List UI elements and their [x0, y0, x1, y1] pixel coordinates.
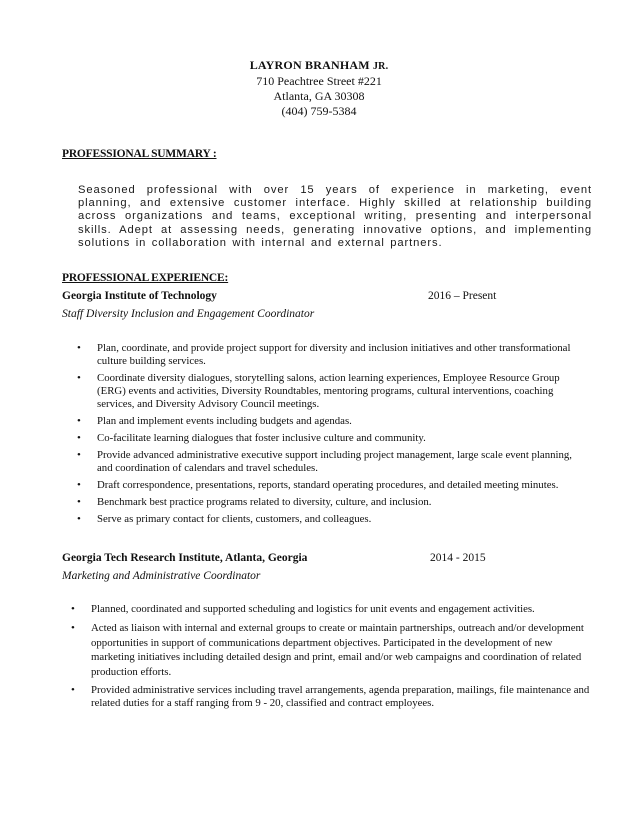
bullet-icon: •: [77, 415, 81, 427]
bullet-icon: •: [71, 603, 75, 615]
list-item: [77, 432, 587, 445]
list-item: [77, 479, 587, 492]
bullet-text: Provided administrative services including travel arrangements, agenda preparation, mailings, file maintenance and related duties for a staff ranging from 9 - 20, classified and contract employees.: [91, 684, 590, 709]
resume-header: [0, 58, 638, 119]
candidate-name: [0, 58, 638, 74]
phone-number: (404) 759-5384: [281, 104, 357, 118]
experience-heading: PROFESSIONAL EXPERIENCE:: [62, 272, 229, 284]
bullet-icon: •: [77, 372, 81, 384]
bullet-icon: •: [77, 449, 81, 461]
name-suffix: JR.: [372, 61, 389, 72]
summary-text: Seasoned professional with over 15 years of experience in marketing, event planning, and extensive customer interface. Highly skilled at relationship building across organizations and teams, exceptional writing, presenting and interpersonal skills. Adept at assessing needs, generating innovative options, and implementing solutions in collaboration with internal and external partners.: [78, 184, 592, 249]
bullet-icon: •: [71, 622, 75, 634]
job-bullet-list: [77, 342, 587, 526]
bullet-text: Provide advanced administrative executive support including project management, large scale event planning, and coordination of calendars and travel schedules.: [97, 449, 573, 474]
name-text: LAYRON BRANHAM: [249, 58, 370, 72]
job-bullet-list: [71, 603, 591, 710]
bullet-text: Acted as liaison with internal and external groups to create or maintain partnerships, outreach and/or development opportunities in support of communications department objectives. Participated in the development of new marketing initiatives including detailed design and print, email and/or web campaigns and coordination of related production efforts.: [91, 622, 584, 678]
list-item: [71, 621, 591, 679]
list-item: [77, 513, 587, 526]
bullet-icon: •: [77, 496, 81, 508]
bullet-icon: •: [77, 513, 81, 525]
list-item: [77, 496, 587, 509]
bullet-icon: •: [77, 479, 81, 491]
bullet-text: Coordinate diversity dialogues, storytelling salons, action learning experiences, Employee Resource Group (ERG) events and activities, Diversity Roundtables, mentoring programs, cultural interventions, coaching services, and Diversity Advisory Council meetings.: [97, 372, 560, 410]
job-title: Staff Diversity Inclusion and Engagement Coordinator: [62, 308, 315, 320]
list-item: [77, 342, 587, 368]
list-item: [77, 449, 587, 475]
bullet-text: Plan, coordinate, and provide project support for diversity and inclusion initiatives and other transformational culture building services.: [97, 342, 571, 367]
job-dates: 2016 – Present: [428, 290, 497, 302]
address-line-1: 710 Peachtree Street #221: [256, 74, 382, 88]
list-item: [71, 603, 591, 616]
bullet-text: Plan and implement events including budgets and agendas.: [97, 415, 352, 427]
job-organization: Georgia Tech Research Institute, Atlanta, Georgia: [62, 552, 308, 564]
job-dates: 2014 - 2015: [430, 552, 486, 564]
job-organization: Georgia Institute of Technology: [62, 290, 217, 302]
bullet-text: Draft correspondence, presentations, reports, standard operating procedures, and detailed meeting minutes.: [97, 479, 559, 491]
bullet-text: Co-facilitate learning dialogues that foster inclusive culture and community.: [97, 432, 426, 444]
bullet-text: Benchmark best practice programs related to diversity, culture, and inclusion.: [97, 496, 432, 508]
list-item: [71, 684, 591, 710]
address-line-2: Atlanta, GA 30308: [273, 89, 365, 103]
bullet-icon: •: [77, 342, 81, 354]
bullet-text: Planned, coordinated and supported scheduling and logistics for unit events and engagement activities.: [91, 603, 535, 615]
list-item: [77, 415, 587, 428]
list-item: [77, 372, 587, 411]
bullet-icon: •: [71, 684, 75, 696]
summary-heading: PROFESSIONAL SUMMARY :: [62, 148, 217, 160]
job-title: Marketing and Administrative Coordinator: [62, 570, 261, 582]
bullet-icon: •: [77, 432, 81, 444]
bullet-text: Serve as primary contact for clients, customers, and colleagues.: [97, 513, 372, 525]
